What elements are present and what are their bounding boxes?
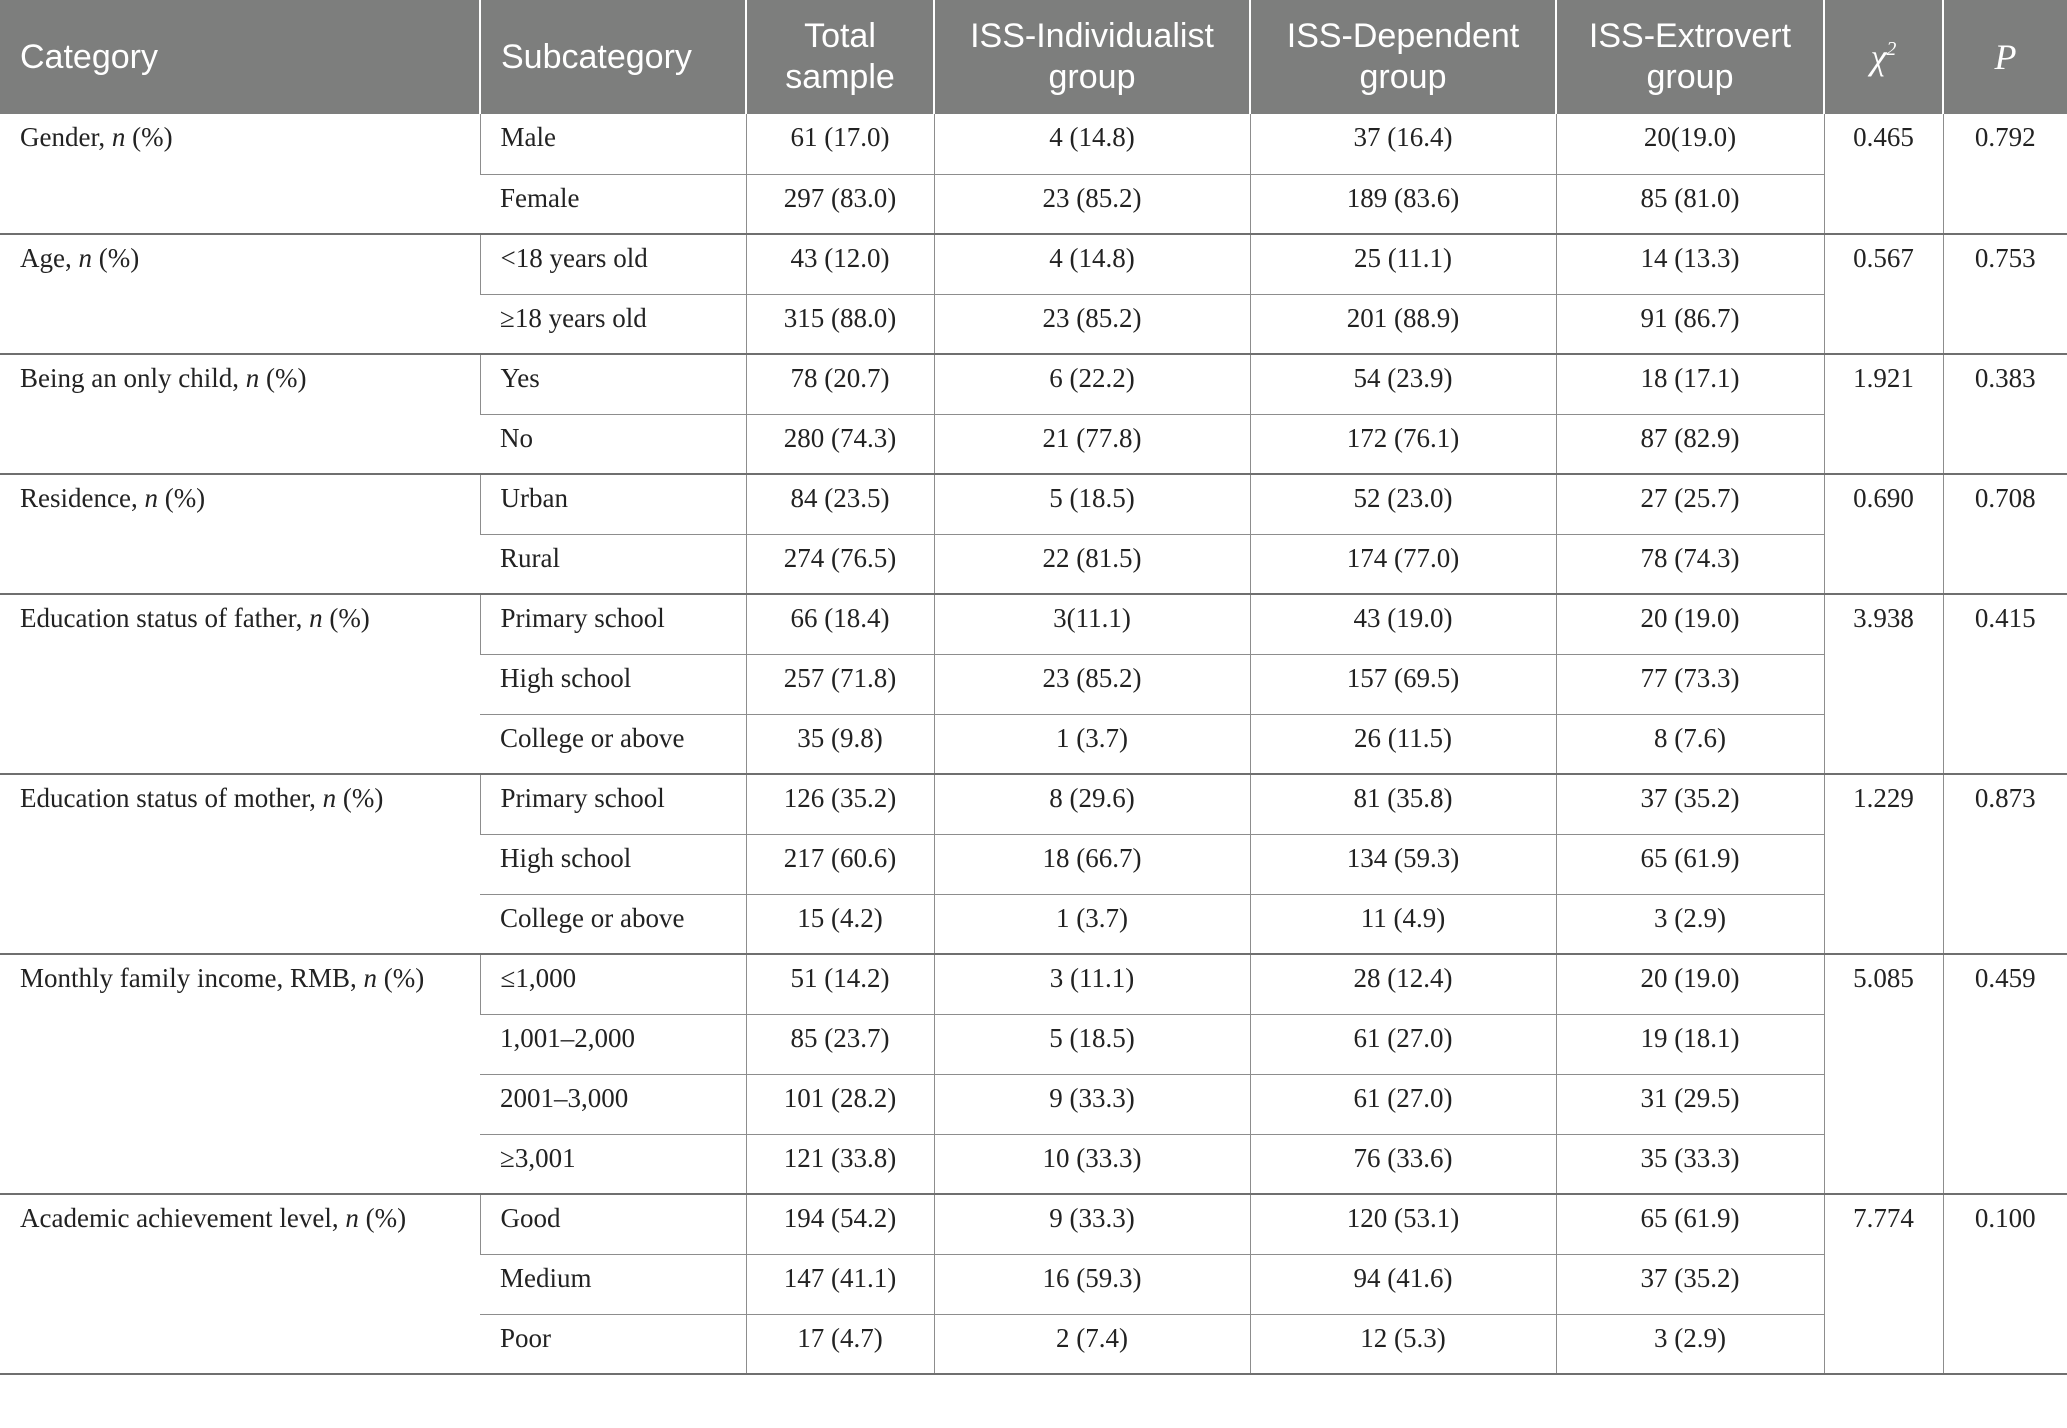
subcategory-cell: Primary school: [480, 774, 746, 834]
header-extrovert-group: ISS-Extrovert group: [1556, 0, 1824, 114]
p-value-cell: 0.753: [1943, 234, 2067, 354]
dependent-cell: 11 (4.9): [1250, 894, 1556, 954]
total-sample-cell: 51 (14.2): [746, 954, 934, 1014]
subcategory-cell: Medium: [480, 1254, 746, 1314]
header-individualist-group: ISS-Individualist group: [934, 0, 1250, 114]
extrovert-cell: 3 (2.9): [1556, 894, 1824, 954]
chi-square-cell: 0.567: [1824, 234, 1943, 354]
individualist-cell: 10 (33.3): [934, 1134, 1250, 1194]
extrovert-cell: 27 (25.7): [1556, 474, 1824, 534]
total-sample-cell: 126 (35.2): [746, 774, 934, 834]
total-sample-cell: 43 (12.0): [746, 234, 934, 294]
individualist-cell: 2 (7.4): [934, 1314, 1250, 1374]
individualist-cell: 21 (77.8): [934, 414, 1250, 474]
total-sample-cell: 66 (18.4): [746, 594, 934, 654]
individualist-cell: 1 (3.7): [934, 894, 1250, 954]
total-sample-cell: 217 (60.6): [746, 834, 934, 894]
extrovert-cell: 3 (2.9): [1556, 1314, 1824, 1374]
extrovert-cell: 85 (81.0): [1556, 174, 1824, 234]
individualist-cell: 9 (33.3): [934, 1074, 1250, 1134]
table-row: [0, 474, 2067, 534]
category-cell: [0, 474, 480, 594]
individualist-cell: 4 (14.8): [934, 234, 1250, 294]
extrovert-cell: 19 (18.1): [1556, 1014, 1824, 1074]
header-category: Category: [0, 0, 480, 114]
table-body: [0, 114, 2067, 1374]
subcategory-cell: ≥3,001: [480, 1134, 746, 1194]
total-sample-cell: 85 (23.7): [746, 1014, 934, 1074]
dependent-cell: 52 (23.0): [1250, 474, 1556, 534]
total-sample-cell: 147 (41.1): [746, 1254, 934, 1314]
extrovert-cell: 8 (7.6): [1556, 714, 1824, 774]
individualist-cell: 9 (33.3): [934, 1194, 1250, 1254]
chi-square-cell: 7.774: [1824, 1194, 1943, 1374]
extrovert-cell: 14 (13.3): [1556, 234, 1824, 294]
table-row: [0, 594, 2067, 654]
percent-suffix: (%): [365, 1203, 407, 1233]
subcategory-cell: Rural: [480, 534, 746, 594]
n-symbol: n: [345, 1203, 359, 1233]
extrovert-cell: 35 (33.3): [1556, 1134, 1824, 1194]
n-symbol: n: [245, 363, 260, 393]
extrovert-cell: 31 (29.5): [1556, 1074, 1824, 1134]
chi-square-cell: 1.229: [1824, 774, 1943, 954]
subcategory-cell: Yes: [480, 354, 746, 414]
dependent-cell: 76 (33.6): [1250, 1134, 1556, 1194]
dependent-cell: 174 (77.0): [1250, 534, 1556, 594]
p-value-cell: 0.415: [1943, 594, 2067, 774]
dependent-cell: 61 (27.0): [1250, 1074, 1556, 1134]
individualist-cell: 23 (85.2): [934, 654, 1250, 714]
category-label: Age,: [20, 243, 72, 273]
individualist-cell: 3 (11.1): [934, 954, 1250, 1014]
total-sample-cell: 61 (17.0): [746, 114, 934, 174]
total-sample-cell: 257 (71.8): [746, 654, 934, 714]
total-sample-cell: 78 (20.7): [746, 354, 934, 414]
category-cell: [0, 114, 480, 234]
total-sample-cell: 101 (28.2): [746, 1074, 934, 1134]
table-row: [0, 1194, 2067, 1254]
extrovert-cell: 87 (82.9): [1556, 414, 1824, 474]
subcategory-cell: Urban: [480, 474, 746, 534]
dependent-cell: 28 (12.4): [1250, 954, 1556, 1014]
percent-suffix: (%): [383, 963, 425, 993]
category-label: Being an only child,: [20, 363, 239, 393]
extrovert-cell: 37 (35.2): [1556, 774, 1824, 834]
category-cell: [0, 354, 480, 474]
individualist-cell: 3(11.1): [934, 594, 1250, 654]
subcategory-cell: Female: [480, 174, 746, 234]
subcategory-cell: Male: [480, 114, 746, 174]
p-value-cell: 0.873: [1943, 774, 2067, 954]
category-cell: [0, 594, 480, 774]
percent-suffix: (%): [164, 483, 206, 513]
category-label: Education status of father,: [20, 603, 303, 633]
total-sample-cell: 35 (9.8): [746, 714, 934, 774]
table-row: [0, 354, 2067, 414]
percent-suffix: (%): [98, 243, 140, 273]
individualist-cell: 4 (14.8): [934, 114, 1250, 174]
extrovert-cell: 20(19.0): [1556, 114, 1824, 174]
dependent-cell: 37 (16.4): [1250, 114, 1556, 174]
table-row: [0, 234, 2067, 294]
p-value-cell: 0.708: [1943, 474, 2067, 594]
individualist-cell: 5 (18.5): [934, 1014, 1250, 1074]
table-row: [0, 774, 2067, 834]
n-symbol: n: [363, 963, 377, 993]
chi-square-cell: 3.938: [1824, 594, 1943, 774]
n-symbol: n: [111, 122, 126, 152]
extrovert-cell: 20 (19.0): [1556, 594, 1824, 654]
subcategory-cell: Primary school: [480, 594, 746, 654]
category-label: Academic achievement level,: [20, 1203, 339, 1233]
chi-square-cell: 1.921: [1824, 354, 1943, 474]
total-sample-cell: 84 (23.5): [746, 474, 934, 534]
header-total-sample: Total sample: [746, 0, 934, 114]
n-symbol: n: [144, 483, 158, 513]
n-symbol: n: [322, 783, 337, 813]
dependent-cell: 12 (5.3): [1250, 1314, 1556, 1374]
subcategory-cell: 1,001–2,000: [480, 1014, 746, 1074]
subcategory-cell: <18 years old: [480, 234, 746, 294]
individualist-cell: 18 (66.7): [934, 834, 1250, 894]
extrovert-cell: 18 (17.1): [1556, 354, 1824, 414]
dependent-cell: 172 (76.1): [1250, 414, 1556, 474]
chi-square-cell: 0.690: [1824, 474, 1943, 594]
category-label: Education status of mother,: [20, 783, 316, 813]
individualist-cell: 1 (3.7): [934, 714, 1250, 774]
dependent-cell: 43 (19.0): [1250, 594, 1556, 654]
extrovert-cell: 20 (19.0): [1556, 954, 1824, 1014]
p-value-cell: 0.459: [1943, 954, 2067, 1194]
total-sample-cell: 315 (88.0): [746, 294, 934, 354]
total-sample-cell: 280 (74.3): [746, 414, 934, 474]
subcategory-cell: High school: [480, 834, 746, 894]
total-sample-cell: 15 (4.2): [746, 894, 934, 954]
extrovert-cell: 77 (73.3): [1556, 654, 1824, 714]
percent-suffix: (%): [329, 603, 370, 633]
category-label: Monthly family income, RMB,: [20, 963, 357, 993]
p-value-cell: 0.792: [1943, 114, 2067, 234]
individualist-cell: 8 (29.6): [934, 774, 1250, 834]
subcategory-cell: ≥18 years old: [480, 294, 746, 354]
extrovert-cell: 65 (61.9): [1556, 1194, 1824, 1254]
dependent-cell: 120 (53.1): [1250, 1194, 1556, 1254]
percent-suffix: (%): [342, 783, 384, 813]
category-label: Residence,: [20, 483, 138, 513]
dependent-cell: 189 (83.6): [1250, 174, 1556, 234]
category-cell: [0, 774, 480, 954]
header-p-value: P: [1943, 0, 2067, 114]
chi-square-cell: 0.465: [1824, 114, 1943, 234]
subcategory-cell: High school: [480, 654, 746, 714]
dependent-cell: 26 (11.5): [1250, 714, 1556, 774]
n-symbol: n: [309, 603, 323, 633]
header-subcategory: Subcategory: [480, 0, 746, 114]
total-sample-cell: 274 (76.5): [746, 534, 934, 594]
table-row: [0, 954, 2067, 1014]
dependent-cell: 134 (59.3): [1250, 834, 1556, 894]
subcategory-cell: No: [480, 414, 746, 474]
dependent-cell: 157 (69.5): [1250, 654, 1556, 714]
extrovert-cell: 65 (61.9): [1556, 834, 1824, 894]
percent-suffix: (%): [132, 122, 173, 152]
table-row: [0, 114, 2067, 174]
percent-suffix: (%): [265, 363, 307, 393]
dependent-cell: 61 (27.0): [1250, 1014, 1556, 1074]
total-sample-cell: 194 (54.2): [746, 1194, 934, 1254]
header-dependent-group: ISS-Dependent group: [1250, 0, 1556, 114]
total-sample-cell: 17 (4.7): [746, 1314, 934, 1374]
extrovert-cell: 37 (35.2): [1556, 1254, 1824, 1314]
dependent-cell: 81 (35.8): [1250, 774, 1556, 834]
individualist-cell: 6 (22.2): [934, 354, 1250, 414]
p-value-cell: 0.100: [1943, 1194, 2067, 1374]
category-cell: [0, 234, 480, 354]
header-chi-square: $\chi^2$: [1824, 0, 1943, 114]
total-sample-cell: 121 (33.8): [746, 1134, 934, 1194]
n-symbol: n: [78, 243, 92, 273]
individualist-cell: 16 (59.3): [934, 1254, 1250, 1314]
subcategory-cell: 2001–3,000: [480, 1074, 746, 1134]
individualist-cell: 23 (85.2): [934, 294, 1250, 354]
subcategory-cell: Good: [480, 1194, 746, 1254]
category-cell: [0, 954, 480, 1194]
table-header: [0, 0, 2067, 114]
individualist-cell: 5 (18.5): [934, 474, 1250, 534]
p-value-cell: 0.383: [1943, 354, 2067, 474]
subcategory-cell: College or above: [480, 894, 746, 954]
individualist-cell: 23 (85.2): [934, 174, 1250, 234]
extrovert-cell: 78 (74.3): [1556, 534, 1824, 594]
category-label: Gender,: [20, 122, 106, 152]
extrovert-cell: 91 (86.7): [1556, 294, 1824, 354]
category-cell: [0, 1194, 480, 1374]
subcategory-cell: ≤1,000: [480, 954, 746, 1014]
individualist-cell: 22 (81.5): [934, 534, 1250, 594]
dependent-cell: 25 (11.1): [1250, 234, 1556, 294]
dependent-cell: 201 (88.9): [1250, 294, 1556, 354]
subcategory-cell: College or above: [480, 714, 746, 774]
total-sample-cell: 297 (83.0): [746, 174, 934, 234]
dependent-cell: 94 (41.6): [1250, 1254, 1556, 1314]
chi-square-cell: 5.085: [1824, 954, 1943, 1194]
dependent-cell: 54 (23.9): [1250, 354, 1556, 414]
subcategory-cell: Poor: [480, 1314, 746, 1374]
